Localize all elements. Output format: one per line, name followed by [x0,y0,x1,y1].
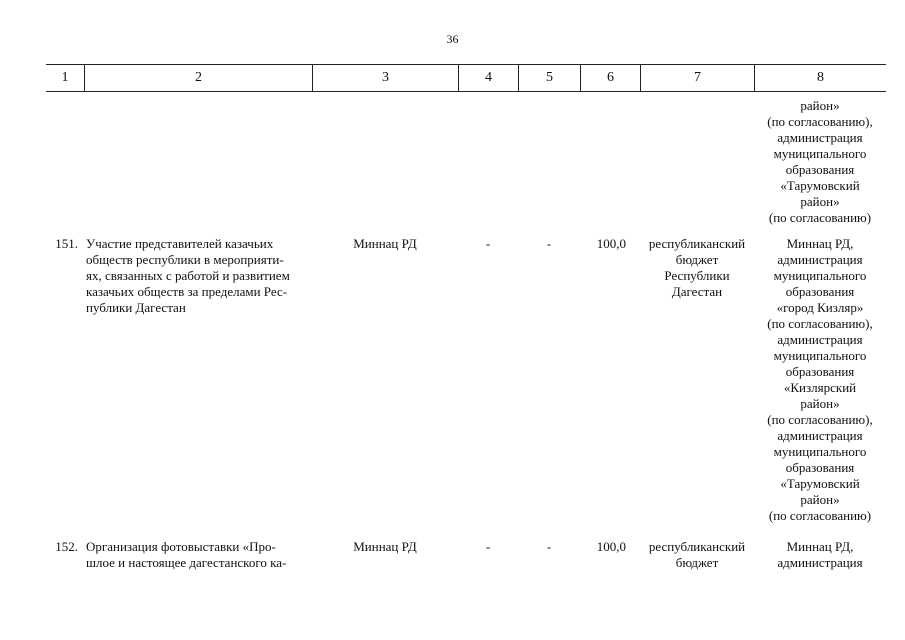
row-funding-source [640,539,754,571]
text-line: муниципального [773,146,867,161]
column-header-3: 3 [312,65,458,91]
column-header-4: 4 [458,65,518,91]
row-executor: Миннац РД [353,236,417,251]
table-header [46,64,886,92]
text-line: республиканский [648,539,746,554]
column-header-7: 7 [640,65,754,91]
row-description [86,539,308,571]
text-line: Республики [664,268,730,283]
row-amount: 100,0 [596,539,626,554]
text-line: образования [785,162,855,177]
text-line: Миннац РД, [786,539,854,554]
text-line: бюджет [675,555,719,570]
text-line: Миннац РД, [786,236,854,251]
row-funding-source [640,236,754,300]
text-line: образования [785,284,855,299]
continued-responsible-cell [754,98,886,226]
text-line: образования [785,460,855,475]
text-line: администрация [777,428,863,443]
column-header-5: 5 [518,65,580,91]
text-line: администрация [777,332,863,347]
text-line: республиканский [648,236,746,251]
row-number: 151. [55,236,78,251]
text-line: казачьих обществ за пределами Рес- [86,284,288,299]
text-line: район» [800,194,840,209]
text-line: район» [800,492,840,507]
row-col4: - [485,539,491,554]
text-line: район» [800,98,840,113]
row-description [86,236,308,316]
row-col5: - [546,539,552,554]
text-line: (по согласованию), [767,316,873,331]
text-line: «Тарумовский [780,178,860,193]
row-amount: 100,0 [596,236,626,251]
row-responsible [754,539,886,571]
text-line: (по согласованию) [768,210,872,225]
text-line: Дагестан [671,284,723,299]
text-line: «Тарумовский [780,476,860,491]
text-line: Организация фотовыставки «Про- [86,539,276,554]
text-line: Участие представителей казачьих [86,236,274,251]
text-line: шлое и настоящее дагестанского ка- [86,555,287,570]
text-line: (по согласованию) [768,508,872,523]
column-header-1: 1 [61,70,69,85]
column-header-6: 6 [580,65,640,91]
text-line: бюджет [675,252,719,267]
text-line: район» [800,396,840,411]
row-responsible [754,236,886,524]
text-line: муниципального [773,268,867,283]
row-col4: - [485,236,491,251]
row-executor: Миннац РД [353,539,417,554]
text-line: образования [785,364,855,379]
text-line: администрация [777,555,863,570]
text-line: администрация [777,252,863,267]
text-line: (по согласованию), [767,114,873,129]
text-line: обществ республики в мероприяти- [86,252,284,267]
row-col5: - [546,236,552,251]
row-number: 152. [55,539,78,554]
text-line: (по согласованию), [767,412,873,427]
text-line: публики Дагестан [86,300,186,315]
text-line: муниципального [773,348,867,363]
text-line: «Кизлярский [783,380,857,395]
text-line: «город Кизляр» [776,300,864,315]
text-line: ях, связанных с работой и развитием [86,268,290,283]
column-header-2: 2 [84,65,312,91]
column-header-8: 8 [754,65,886,91]
text-line: муниципального [773,444,867,459]
page-number: 36 [446,32,459,46]
text-line: администрация [777,130,863,145]
